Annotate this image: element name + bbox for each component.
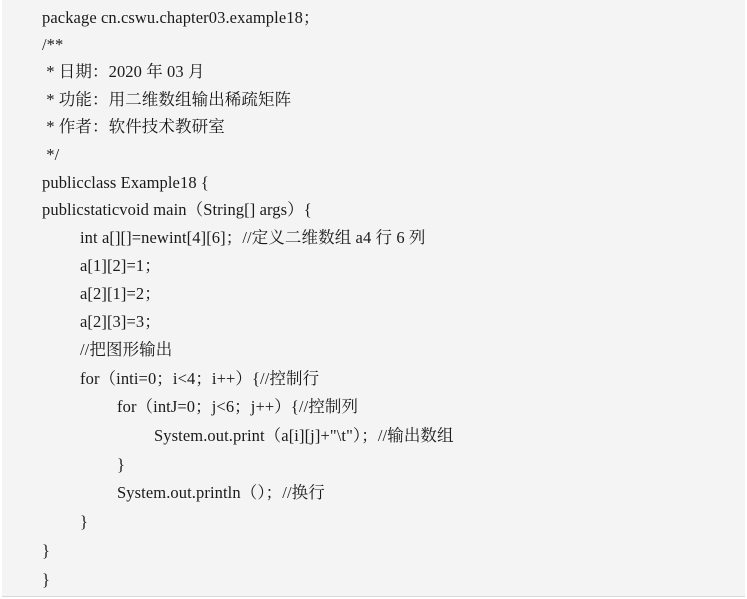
code-line-package: package cn.cswu.chapter03.example18； [42,8,320,27]
code-line-outer-close-brace: } [80,512,89,531]
code-line-inner-loop: for（intJ=0；j<6；j++）{//控制列 [117,397,359,416]
code-line-comment-function: * 功能：用二维数组输出稀疏矩阵 [42,90,292,109]
code-line-println-statement: System.out.println（）；//换行 [117,483,325,502]
code-line-comment-author: * 作者：软件技术教研室 [42,117,225,136]
code-line-class-declaration: publicclass Example18 { [42,173,209,192]
code-line-outer-loop: for（inti=0；i<4；i++）{//控制行 [80,369,320,388]
code-line-class-close-brace: } [42,570,51,589]
code-line-inner-close-brace: } [117,455,126,474]
code-line-comment-close: */ [42,145,60,164]
code-line-assign-3: a[2][3]=3； [80,312,161,331]
code-line-main-method: publicstaticvoid main（String[] args）{ [42,200,312,219]
code-line-assign-2: a[2][1]=2； [80,284,161,303]
code-line-array-declaration: int a[][]=newint[4][6]；//定义二维数组 a4 行 6 列 [80,228,426,247]
code-line-print-statement: System.out.print（a[i][j]+"\t"）；//输出数组 [154,426,454,445]
code-listing [2,0,745,597]
code-line-comment-date: * 日期：2020 年 03 月 [42,62,205,81]
code-line-method-close-brace: } [42,541,51,560]
code-line-output-comment: //把图形输出 [80,340,173,359]
code-line-comment-open: /** [42,35,64,54]
code-line-assign-1: a[1][2]=1； [80,256,161,275]
